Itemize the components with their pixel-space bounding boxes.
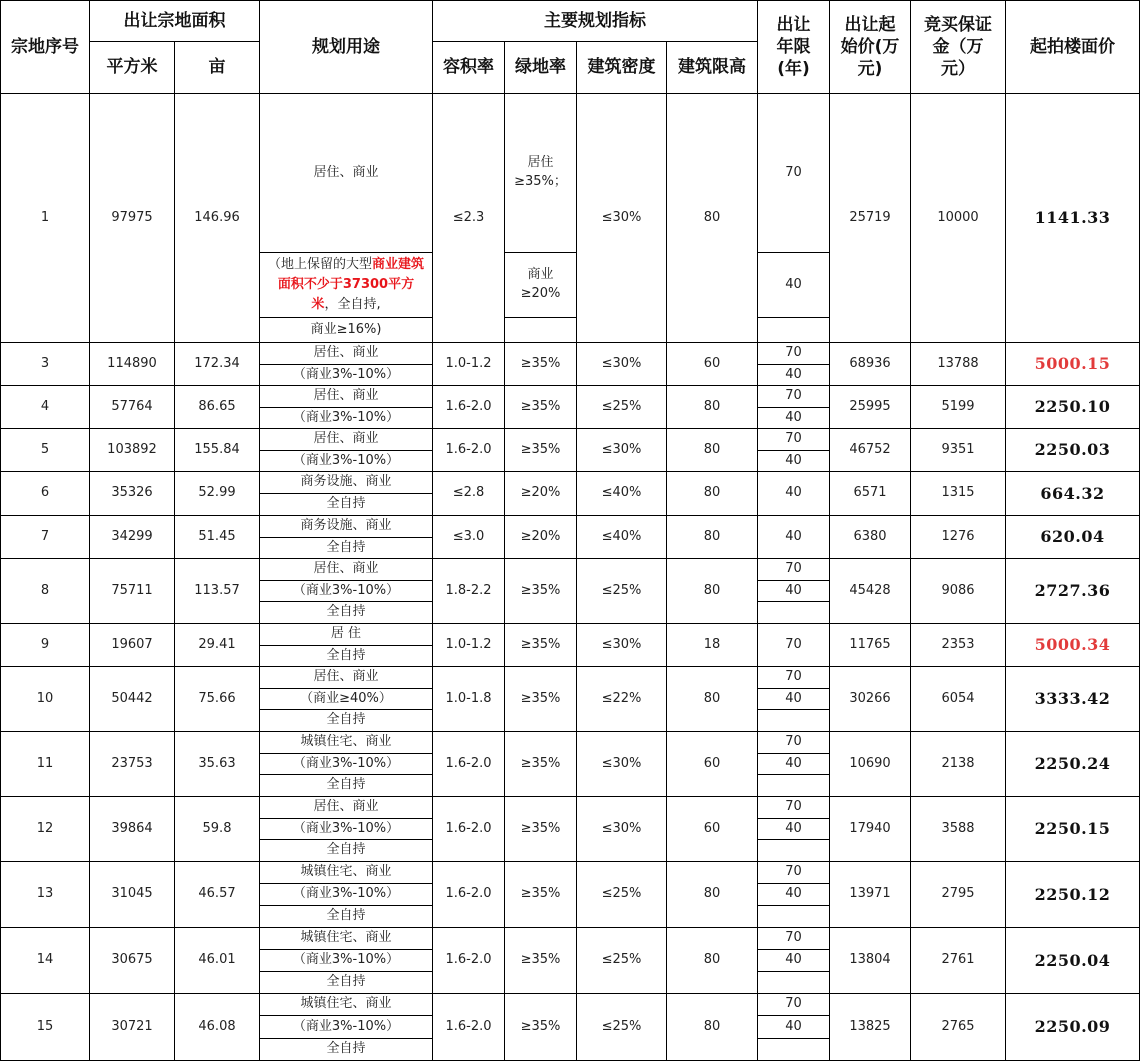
usage-cell: 商务设施、商业 bbox=[260, 516, 433, 538]
transfer-term-cell: 70 bbox=[758, 928, 830, 950]
start-price-cell: 17940 bbox=[830, 797, 911, 862]
height-limit-cell: 80 bbox=[667, 667, 758, 732]
height-limit-cell: 80 bbox=[667, 386, 758, 429]
transfer-term-cell: 40 bbox=[758, 365, 830, 386]
height-limit-cell: 80 bbox=[667, 559, 758, 624]
lot-number-cell: 11 bbox=[0, 732, 90, 797]
usage-cell: 商务设施、商业 bbox=[260, 472, 433, 494]
transfer-term-cell: 40 bbox=[758, 689, 830, 710]
transfer-term-cell: 70 bbox=[758, 624, 830, 667]
transfer-term-cell bbox=[758, 840, 830, 862]
usage-cell: （商业3%-10%） bbox=[260, 408, 433, 429]
transfer-term-cell: 40 bbox=[758, 1016, 830, 1039]
density-cell: ≤30% bbox=[577, 343, 667, 386]
usage-cell: （商业3%-10%） bbox=[260, 819, 433, 840]
header-start-price: 出让起始价(万元) bbox=[830, 0, 911, 94]
area-sqm-cell: 50442 bbox=[90, 667, 175, 732]
usage-note-highlight: 商业建筑面积不少于37300平方米 bbox=[277, 256, 425, 313]
deposit-cell: 1315 bbox=[911, 472, 1006, 516]
area-sqm-cell: 30721 bbox=[90, 994, 175, 1061]
header-indicators-group: 主要规划指标 bbox=[433, 0, 758, 42]
density-cell: ≤25% bbox=[577, 994, 667, 1061]
area-mu-cell: 75.66 bbox=[175, 667, 260, 732]
usage-note-cell: 商业≥16%) bbox=[260, 318, 433, 343]
lot-number-cell: 4 bbox=[0, 386, 90, 429]
floor-price-cell: 2727.36 bbox=[1006, 559, 1140, 624]
floor-price-cell: 5000.15 bbox=[1006, 343, 1140, 386]
area-mu-cell: 46.01 bbox=[175, 928, 260, 994]
start-price-cell: 25719 bbox=[830, 94, 911, 343]
transfer-term-cell: 70 bbox=[758, 94, 830, 253]
far-cell: 1.0-1.2 bbox=[433, 624, 505, 667]
area-mu-cell: 86.65 bbox=[175, 386, 260, 429]
height-limit-cell: 18 bbox=[667, 624, 758, 667]
far-cell: ≤2.8 bbox=[433, 472, 505, 516]
far-cell: ≤2.3 bbox=[433, 94, 505, 343]
transfer-term-cell bbox=[758, 1039, 830, 1061]
transfer-term-cell: 40 bbox=[758, 408, 830, 429]
density-cell: ≤30% bbox=[577, 797, 667, 862]
area-sqm-cell: 30675 bbox=[90, 928, 175, 994]
area-sqm-cell: 114890 bbox=[90, 343, 175, 386]
usage-note-text: ，全自持, bbox=[324, 297, 381, 313]
height-limit-cell: 80 bbox=[667, 994, 758, 1061]
start-price-cell: 68936 bbox=[830, 343, 911, 386]
usage-cell: 全自持 bbox=[260, 602, 433, 624]
usage-note-text: （地上保留的大型 bbox=[267, 256, 372, 272]
transfer-term-cell bbox=[758, 318, 830, 343]
far-cell: 1.8-2.2 bbox=[433, 559, 505, 624]
start-price-cell: 25995 bbox=[830, 386, 911, 429]
area-mu-cell: 29.41 bbox=[175, 624, 260, 667]
height-limit-cell: 80 bbox=[667, 928, 758, 994]
height-limit-cell: 80 bbox=[667, 472, 758, 516]
transfer-term-cell: 40 bbox=[758, 950, 830, 972]
area-sqm-cell: 19607 bbox=[90, 624, 175, 667]
header-usage: 规划用途 bbox=[260, 0, 433, 94]
lot-number-cell: 15 bbox=[0, 994, 90, 1061]
usage-cell: 居住、商业 bbox=[260, 797, 433, 819]
usage-cell: 城镇住宅、商业 bbox=[260, 928, 433, 950]
area-mu-cell: 113.57 bbox=[175, 559, 260, 624]
green-rate-cell: ≥35% bbox=[505, 994, 577, 1061]
transfer-term-cell: 70 bbox=[758, 559, 830, 581]
green-rate-cell: ≥35% bbox=[505, 928, 577, 994]
start-price-cell: 10690 bbox=[830, 732, 911, 797]
density-cell: ≤22% bbox=[577, 667, 667, 732]
usage-cell: （商业3%-10%） bbox=[260, 884, 433, 906]
green-rate-cell: ≥35% bbox=[505, 667, 577, 732]
green-rate-cell: ≥20% bbox=[505, 516, 577, 559]
usage-cell: 全自持 bbox=[260, 710, 433, 732]
area-mu-cell: 59.8 bbox=[175, 797, 260, 862]
transfer-term-cell bbox=[758, 775, 830, 797]
height-limit-cell: 60 bbox=[667, 732, 758, 797]
density-cell: ≤30% bbox=[577, 732, 667, 797]
transfer-term-cell: 70 bbox=[758, 994, 830, 1016]
green-rate-cell: ≥35% bbox=[505, 386, 577, 429]
green-rate-cell: 商业≥20% bbox=[505, 253, 577, 318]
floor-price-cell: 2250.12 bbox=[1006, 862, 1140, 928]
transfer-term-cell: 40 bbox=[758, 451, 830, 472]
lot-number-cell: 6 bbox=[0, 472, 90, 516]
area-sqm-cell: 31045 bbox=[90, 862, 175, 928]
floor-price-cell: 1141.33 bbox=[1006, 94, 1140, 343]
usage-cell: 居住、商业 bbox=[260, 667, 433, 689]
transfer-term-cell: 40 bbox=[758, 819, 830, 840]
deposit-cell: 9086 bbox=[911, 559, 1006, 624]
lot-number-cell: 14 bbox=[0, 928, 90, 994]
green-rate-cell: ≥35% bbox=[505, 797, 577, 862]
header-area-mu: 亩 bbox=[175, 42, 260, 94]
transfer-term-cell: 70 bbox=[758, 732, 830, 754]
usage-cell: 全自持 bbox=[260, 494, 433, 516]
area-sqm-cell: 39864 bbox=[90, 797, 175, 862]
transfer-term-cell: 40 bbox=[758, 884, 830, 906]
start-price-cell: 13971 bbox=[830, 862, 911, 928]
usage-cell: （商业3%-10%） bbox=[260, 451, 433, 472]
far-cell: 1.6-2.0 bbox=[433, 797, 505, 862]
deposit-cell: 2353 bbox=[911, 624, 1006, 667]
far-cell: 1.0-1.8 bbox=[433, 667, 505, 732]
area-mu-cell: 155.84 bbox=[175, 429, 260, 472]
header-lot-number: 宗地序号 bbox=[0, 0, 90, 94]
header-transfer-term: 出让年限(年) bbox=[758, 0, 830, 94]
area-mu-cell: 52.99 bbox=[175, 472, 260, 516]
green-rate-cell: ≥35% bbox=[505, 862, 577, 928]
area-sqm-cell: 97975 bbox=[90, 94, 175, 343]
area-sqm-cell: 103892 bbox=[90, 429, 175, 472]
usage-cell: 居住、商业 bbox=[260, 559, 433, 581]
start-price-cell: 13825 bbox=[830, 994, 911, 1061]
header-far: 容积率 bbox=[433, 42, 505, 94]
transfer-term-cell: 40 bbox=[758, 581, 830, 602]
density-cell: ≤30% bbox=[577, 624, 667, 667]
area-mu-cell: 146.96 bbox=[175, 94, 260, 343]
start-price-cell: 46752 bbox=[830, 429, 911, 472]
height-limit-cell: 60 bbox=[667, 343, 758, 386]
transfer-term-cell bbox=[758, 906, 830, 928]
transfer-term-cell bbox=[758, 972, 830, 994]
usage-cell: 居住、商业 bbox=[260, 429, 433, 451]
transfer-term-cell: 40 bbox=[758, 754, 830, 775]
far-cell: 1.6-2.0 bbox=[433, 386, 505, 429]
green-rate-cell: 居住≥35%； bbox=[505, 94, 577, 253]
header-area-group: 出让宗地面积 bbox=[90, 0, 260, 42]
usage-cell: 城镇住宅、商业 bbox=[260, 862, 433, 884]
lot-number-cell: 10 bbox=[0, 667, 90, 732]
usage-cell: 全自持 bbox=[260, 646, 433, 667]
start-price-cell: 11765 bbox=[830, 624, 911, 667]
area-sqm-cell: 35326 bbox=[90, 472, 175, 516]
transfer-term-cell: 40 bbox=[758, 516, 830, 559]
lot-number-cell: 12 bbox=[0, 797, 90, 862]
floor-price-cell: 664.32 bbox=[1006, 472, 1140, 516]
floor-price-cell: 3333.42 bbox=[1006, 667, 1140, 732]
lot-number-cell: 13 bbox=[0, 862, 90, 928]
green-rate-cell: ≥20% bbox=[505, 472, 577, 516]
height-limit-cell: 80 bbox=[667, 429, 758, 472]
density-cell: ≤25% bbox=[577, 928, 667, 994]
floor-price-cell: 2250.24 bbox=[1006, 732, 1140, 797]
density-cell: ≤25% bbox=[577, 559, 667, 624]
usage-cell: 居住、商业 bbox=[260, 386, 433, 408]
transfer-term-cell bbox=[758, 710, 830, 732]
usage-cell: （商业3%-10%） bbox=[260, 1016, 433, 1039]
floor-price-cell: 2250.09 bbox=[1006, 994, 1140, 1061]
transfer-term-cell: 70 bbox=[758, 862, 830, 884]
deposit-cell: 2765 bbox=[911, 994, 1006, 1061]
usage-cell: 居住、商业 bbox=[260, 94, 433, 253]
lot-number-cell: 9 bbox=[0, 624, 90, 667]
density-cell: ≤30% bbox=[577, 94, 667, 343]
area-mu-cell: 172.34 bbox=[175, 343, 260, 386]
density-cell: ≤25% bbox=[577, 386, 667, 429]
green-rate-cell: ≥35% bbox=[505, 429, 577, 472]
usage-cell: 全自持 bbox=[260, 775, 433, 797]
transfer-term-cell: 70 bbox=[758, 667, 830, 689]
deposit-cell: 2795 bbox=[911, 862, 1006, 928]
usage-cell: （商业3%-10%） bbox=[260, 581, 433, 602]
far-cell: 1.6-2.0 bbox=[433, 429, 505, 472]
usage-cell: 城镇住宅、商业 bbox=[260, 732, 433, 754]
green-rate-cell bbox=[505, 318, 577, 343]
deposit-cell: 1276 bbox=[911, 516, 1006, 559]
lot-number-cell: 8 bbox=[0, 559, 90, 624]
header-area-sqm: 平方米 bbox=[90, 42, 175, 94]
usage-cell: 居 住 bbox=[260, 624, 433, 646]
density-cell: ≤25% bbox=[577, 862, 667, 928]
deposit-cell: 3588 bbox=[911, 797, 1006, 862]
header-deposit: 竞买保证金（万元） bbox=[911, 0, 1006, 94]
transfer-term-cell: 40 bbox=[758, 472, 830, 516]
floor-price-cell: 2250.10 bbox=[1006, 386, 1140, 429]
far-cell: 1.6-2.0 bbox=[433, 862, 505, 928]
usage-cell: 城镇住宅、商业 bbox=[260, 994, 433, 1016]
density-cell: ≤40% bbox=[577, 516, 667, 559]
area-mu-cell: 35.63 bbox=[175, 732, 260, 797]
transfer-term-cell: 40 bbox=[758, 253, 830, 318]
green-rate-cell: ≥35% bbox=[505, 343, 577, 386]
floor-price-cell: 5000.34 bbox=[1006, 624, 1140, 667]
area-mu-cell: 51.45 bbox=[175, 516, 260, 559]
transfer-term-cell: 70 bbox=[758, 797, 830, 819]
floor-price-cell: 2250.04 bbox=[1006, 928, 1140, 994]
height-limit-cell: 80 bbox=[667, 516, 758, 559]
usage-cell: （商业3%-10%） bbox=[260, 754, 433, 775]
usage-cell: 全自持 bbox=[260, 906, 433, 928]
far-cell: 1.6-2.0 bbox=[433, 732, 505, 797]
usage-cell: 全自持 bbox=[260, 972, 433, 994]
start-price-cell: 30266 bbox=[830, 667, 911, 732]
usage-cell: （商业3%-10%） bbox=[260, 365, 433, 386]
transfer-term-cell bbox=[758, 602, 830, 624]
density-cell: ≤30% bbox=[577, 429, 667, 472]
lot-number-cell: 3 bbox=[0, 343, 90, 386]
deposit-cell: 2761 bbox=[911, 928, 1006, 994]
far-cell: ≤3.0 bbox=[433, 516, 505, 559]
start-price-cell: 6571 bbox=[830, 472, 911, 516]
green-rate-cell: ≥35% bbox=[505, 732, 577, 797]
deposit-cell: 2138 bbox=[911, 732, 1006, 797]
floor-price-cell: 2250.15 bbox=[1006, 797, 1140, 862]
start-price-cell: 13804 bbox=[830, 928, 911, 994]
lot-number-cell: 1 bbox=[0, 94, 90, 343]
deposit-cell: 6054 bbox=[911, 667, 1006, 732]
green-rate-cell: ≥35% bbox=[505, 559, 577, 624]
usage-cell: 全自持 bbox=[260, 538, 433, 559]
usage-cell: 全自持 bbox=[260, 1039, 433, 1061]
deposit-cell: 9351 bbox=[911, 429, 1006, 472]
area-mu-cell: 46.57 bbox=[175, 862, 260, 928]
green-rate-cell: ≥35% bbox=[505, 624, 577, 667]
area-sqm-cell: 23753 bbox=[90, 732, 175, 797]
usage-cell: 全自持 bbox=[260, 840, 433, 862]
usage-note-cell bbox=[260, 253, 433, 318]
area-sqm-cell: 57764 bbox=[90, 386, 175, 429]
deposit-cell: 5199 bbox=[911, 386, 1006, 429]
density-cell: ≤40% bbox=[577, 472, 667, 516]
start-price-cell: 6380 bbox=[830, 516, 911, 559]
far-cell: 1.0-1.2 bbox=[433, 343, 505, 386]
usage-cell: 居住、商业 bbox=[260, 343, 433, 365]
header-height-limit: 建筑限高 bbox=[667, 42, 758, 94]
header-floor-price: 起拍楼面价 bbox=[1006, 0, 1140, 94]
transfer-term-cell: 70 bbox=[758, 343, 830, 365]
far-cell: 1.6-2.0 bbox=[433, 928, 505, 994]
usage-cell: （商业≥40%） bbox=[260, 689, 433, 710]
far-cell: 1.6-2.0 bbox=[433, 994, 505, 1061]
header-green-rate: 绿地率 bbox=[505, 42, 577, 94]
height-limit-cell: 80 bbox=[667, 94, 758, 343]
transfer-term-cell: 70 bbox=[758, 429, 830, 451]
area-sqm-cell: 34299 bbox=[90, 516, 175, 559]
deposit-cell: 10000 bbox=[911, 94, 1006, 343]
floor-price-cell: 2250.03 bbox=[1006, 429, 1140, 472]
lot-number-cell: 7 bbox=[0, 516, 90, 559]
area-sqm-cell: 75711 bbox=[90, 559, 175, 624]
height-limit-cell: 80 bbox=[667, 862, 758, 928]
floor-price-cell: 620.04 bbox=[1006, 516, 1140, 559]
height-limit-cell: 60 bbox=[667, 797, 758, 862]
lot-number-cell: 5 bbox=[0, 429, 90, 472]
deposit-cell: 13788 bbox=[911, 343, 1006, 386]
area-mu-cell: 46.08 bbox=[175, 994, 260, 1061]
header-building-density: 建筑密度 bbox=[577, 42, 667, 94]
transfer-term-cell: 70 bbox=[758, 386, 830, 408]
usage-cell: （商业3%-10%） bbox=[260, 950, 433, 972]
start-price-cell: 45428 bbox=[830, 559, 911, 624]
